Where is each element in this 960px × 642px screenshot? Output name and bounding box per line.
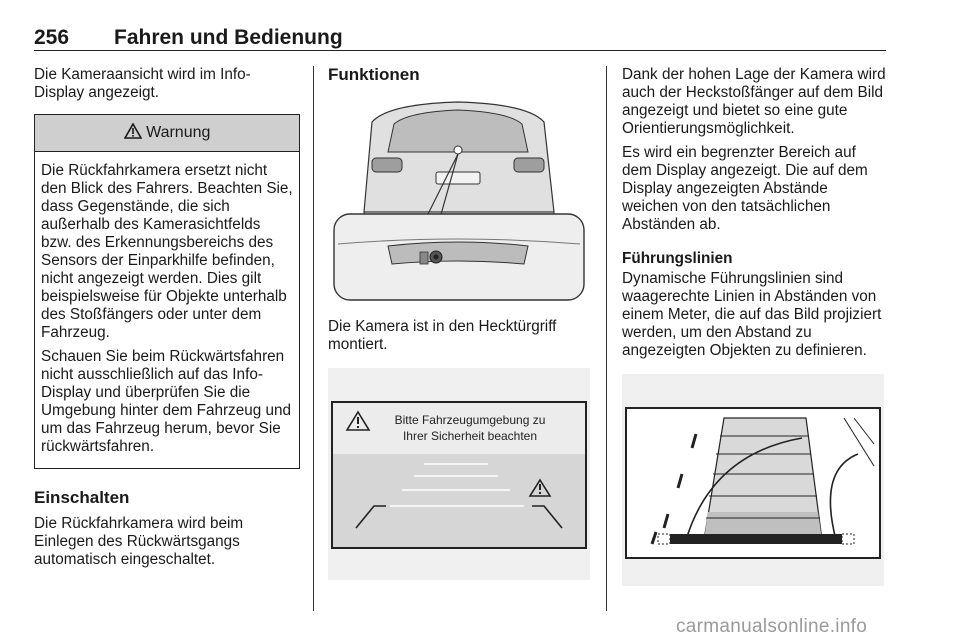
page-title: Fahren und Bedienung (114, 26, 343, 49)
subsection-text-fuehrungslinien: Dynamische Führungslinien sind waagerechte Linien in Abständen von einem Meter, die auf das Bild projiziert werden, um den Abstand zu angezeigten Objekten zu definieren. (622, 270, 882, 359)
subsection-title-fuehrungslinien: Führungslinien (622, 250, 733, 267)
guidelines-illustration (622, 374, 884, 586)
warning-title: Warnung (146, 124, 211, 141)
car-rear-camera-illustration (328, 94, 590, 304)
watermark: carmanualsonline.info (676, 616, 868, 637)
column-middle (328, 66, 590, 580)
section-title-einschalten: Einschalten (34, 488, 130, 507)
column-divider-right (606, 66, 607, 611)
column-left (34, 66, 300, 575)
warning-body (35, 152, 299, 468)
paragraph-distances: Es wird ein begrenzter Bereich auf dem Display angezeigt. Die auf dem Display angezeigten Abstände weichen von den tatsächlichen Abständen ab. (622, 144, 868, 233)
display-message-line-1: Bitte Fahrzeugumgebung zu (394, 413, 546, 427)
camera-display-illustration (328, 368, 590, 580)
page-header (34, 26, 886, 51)
warning-paragraph-2: Schauen Sie beim Rückwärtsfahren nicht ausschließlich auf das Info-Display und überprüfen Sie die Umgebung hinter dem Fahrzeug und um das Fahrzeug herum, bevor Sie rückwärtsfahren. (41, 348, 292, 455)
warning-triangle-icon (124, 123, 142, 139)
figure-caption: Die Kamera ist in den Hecktürgriff montiert. (328, 318, 557, 353)
column-divider-left (313, 66, 314, 611)
display-message-line-2: Ihrer Sicherheit beachten (402, 429, 538, 443)
warning-paragraph-1: Die Rückfahrkamera ersetzt nicht den Blick des Fahrers. Beachten Sie, dass Gegenstände, die sich außerhalb des Kamerasichtfelds bzw. des Erkennungsbereichs des Sensors der Einparkhilfe befinden, nicht angezeigt werden. Dies gilt beispielsweise für Objekte unterhalb des Stoßfängers oder unter dem Fahrzeug. (41, 162, 293, 341)
warning-header (35, 115, 299, 152)
paragraph-bumper: Dank der hohen Lage der Kamera wird auch der Heckstoßfänger auf dem Bild angezeigt und bietet so eine gute Orientierungsmöglichkeit. (622, 66, 886, 137)
section-text-einschalten: Die Rückfahrkamera wird beim Einlegen des Rückwärtsgangs automatisch eingeschaltet. (34, 515, 244, 568)
section-title-funktionen: Funktionen (328, 65, 420, 84)
intro-text: Die Kameraansicht wird im Info-Display angezeigt. (34, 66, 251, 101)
warning-box (34, 114, 300, 469)
page-number: 256 (34, 26, 70, 49)
column-right (622, 66, 888, 586)
